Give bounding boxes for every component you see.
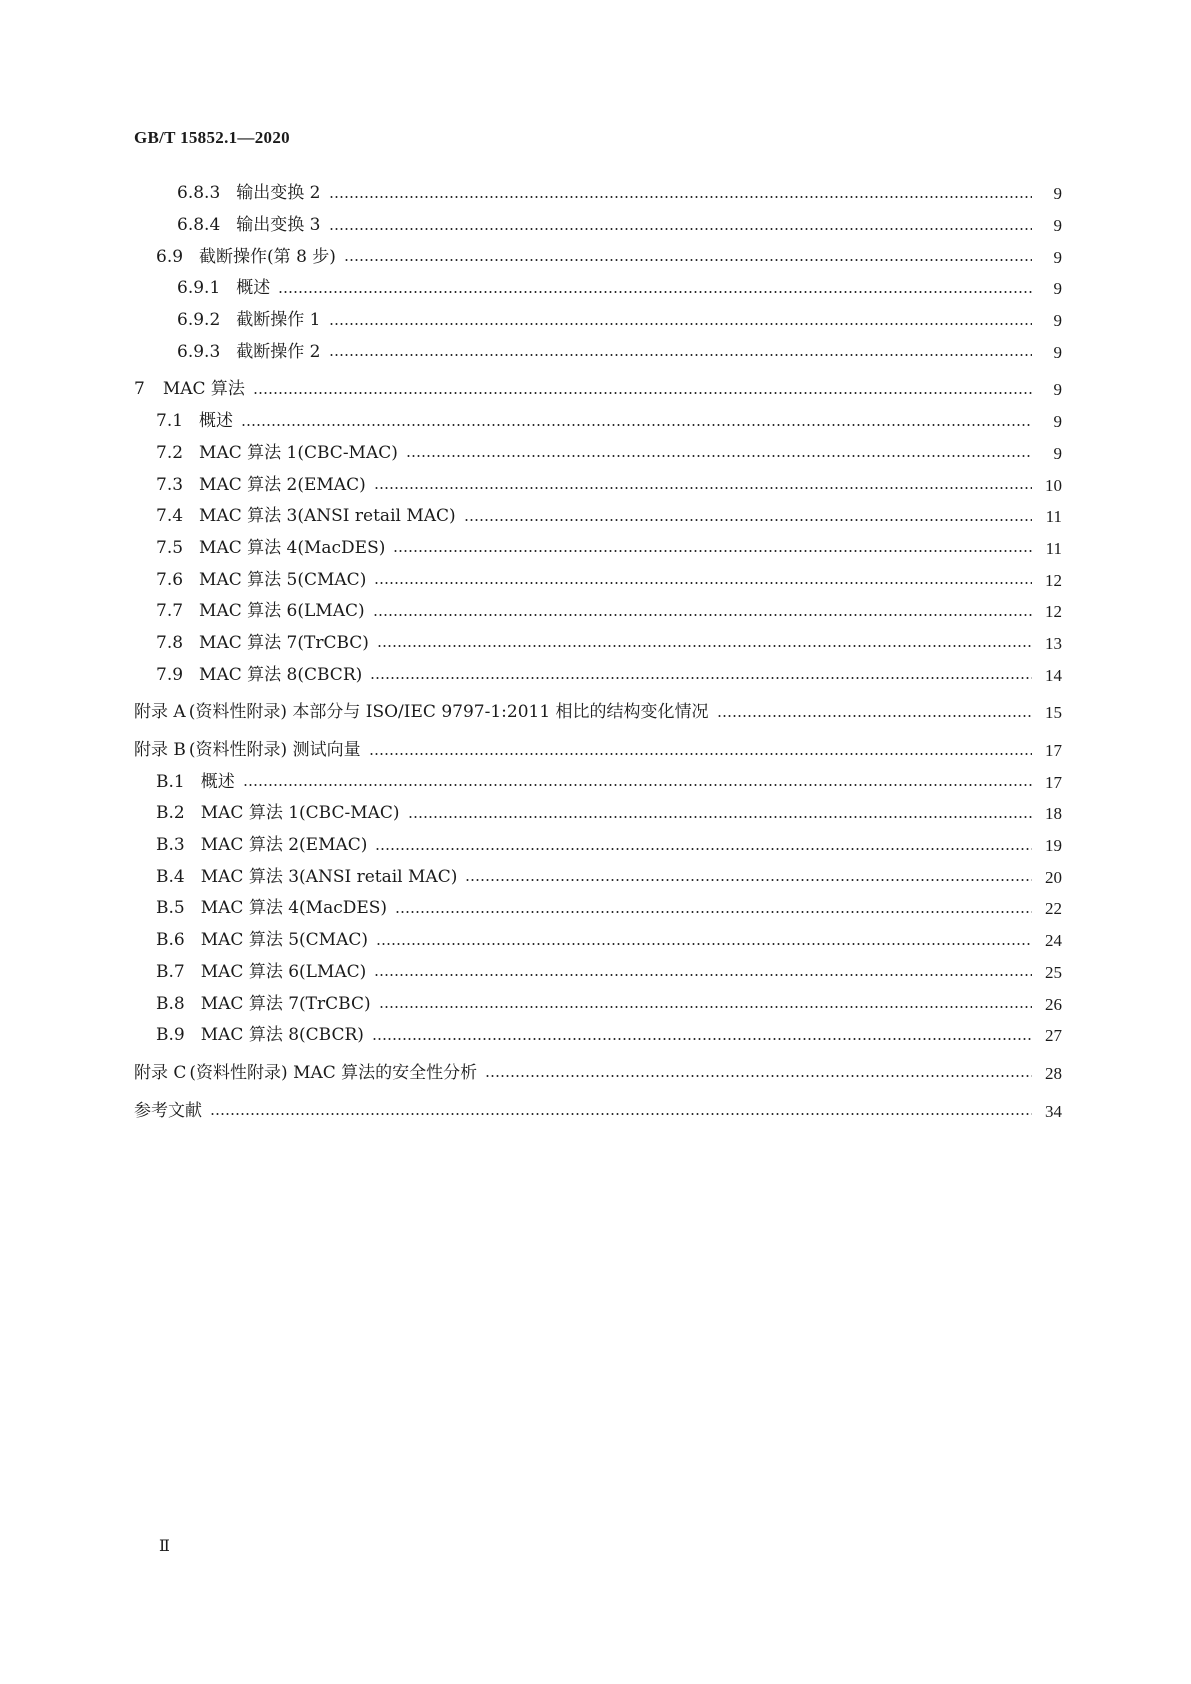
toc-entry-number: 7.3 — [156, 474, 184, 495]
dot-leader — [485, 1075, 1032, 1077]
toc-entry-title: MAC 算法 6(LMAC) — [199, 601, 365, 622]
toc-entry-page: 9 — [1053, 311, 1062, 331]
toc-entry[interactable] — [134, 893, 1062, 925]
toc-entry-title: MAC 算法 — [162, 379, 245, 400]
toc-entry-number: 7.4 — [156, 506, 184, 527]
toc-entry-title: (资料性附录) MAC 算法的安全性分析 — [189, 1062, 478, 1083]
toc-entry-number: 附录 C — [134, 1062, 187, 1083]
toc-entry[interactable] — [134, 735, 1062, 767]
toc-entry-page: 9 — [1053, 443, 1062, 463]
toc-entry[interactable] — [134, 1095, 1062, 1127]
toc-entry-number: B.6 — [156, 930, 185, 951]
toc-entry-page: 9 — [1053, 412, 1062, 432]
toc-entry-title: 输出变换 3 — [236, 215, 321, 236]
toc-entry-number: 7 — [134, 379, 145, 400]
toc-entry-title: 概述 — [236, 278, 271, 299]
toc-entry-number: 7.9 — [156, 664, 184, 685]
dot-leader — [465, 879, 1032, 881]
dot-leader — [329, 228, 1033, 230]
toc-entry-title: 概述 — [200, 771, 235, 792]
dot-leader — [344, 259, 1032, 261]
dot-leader — [408, 816, 1032, 818]
toc-entry-number: 7.1 — [156, 411, 184, 432]
toc-entry-title: MAC 算法 1(CBC-MAC) — [199, 442, 398, 463]
toc-entry-number: 附录 A — [134, 702, 186, 723]
toc-entry-title: 截断操作(第 8 步) — [199, 246, 336, 267]
toc-entry[interactable] — [134, 861, 1062, 893]
dot-leader — [464, 519, 1032, 521]
toc-entry-page: 26 — [1045, 994, 1062, 1014]
toc-entry[interactable] — [134, 305, 1062, 337]
toc-entry-number: 7.2 — [156, 442, 184, 463]
toc-entry-number: B.7 — [156, 961, 185, 982]
toc-entry[interactable] — [134, 925, 1062, 957]
toc-entry-page: 25 — [1045, 962, 1062, 982]
toc-entry-page: 24 — [1045, 931, 1062, 951]
dot-leader — [395, 911, 1032, 913]
toc-entry[interactable] — [134, 273, 1062, 305]
toc-entry-page: 12 — [1045, 570, 1062, 590]
toc-entry[interactable] — [134, 1058, 1062, 1090]
dot-leader — [374, 974, 1032, 976]
toc-entry-page: 9 — [1053, 342, 1062, 362]
toc-entry-page: 10 — [1045, 475, 1062, 495]
toc-entry-title: MAC 算法 4(MacDES) — [200, 898, 388, 919]
toc-entry-number: B.2 — [156, 803, 185, 824]
dot-leader — [393, 550, 1032, 552]
toc-entry-page: 12 — [1045, 602, 1062, 622]
toc-entry-page: 9 — [1053, 184, 1062, 204]
toc-entry[interactable] — [134, 830, 1062, 862]
dot-leader — [329, 354, 1033, 356]
toc-entry-title: MAC 算法 2(EMAC) — [199, 474, 366, 495]
toc-entry[interactable] — [134, 336, 1062, 368]
toc-entry[interactable] — [134, 1020, 1062, 1052]
toc-entry-number: 附录 B — [134, 740, 186, 761]
toc-entry-page: 9 — [1053, 380, 1062, 400]
toc-entry-number: 7.5 — [156, 537, 184, 558]
toc-entry-page: 15 — [1045, 703, 1062, 723]
toc-entry-title: 概述 — [199, 411, 234, 432]
toc-entry-page: 11 — [1045, 507, 1062, 527]
toc-entry-page: 19 — [1045, 836, 1062, 856]
toc-entry[interactable] — [134, 659, 1062, 691]
dot-leader — [243, 784, 1032, 786]
toc-entry-title: MAC 算法 6(LMAC) — [200, 961, 367, 982]
toc-entry-number: B.5 — [156, 898, 185, 919]
toc-entry[interactable] — [134, 469, 1062, 501]
toc-entry-page: 20 — [1045, 867, 1062, 887]
dot-leader — [241, 424, 1032, 426]
toc-entry-title: (资料性附录) 测试向量 — [188, 740, 361, 761]
dot-leader — [379, 1006, 1032, 1008]
toc-entry-title: MAC 算法 7(TrCBC) — [200, 993, 371, 1014]
toc-entry-page: 34 — [1045, 1101, 1062, 1121]
page-number: Ⅱ — [159, 1538, 170, 1555]
toc-entry-title: MAC 算法 4(MacDES) — [199, 537, 386, 558]
toc-entry[interactable] — [134, 406, 1062, 438]
dot-leader — [375, 848, 1032, 850]
toc-entry-number: 6.9.3 — [177, 341, 221, 362]
toc-entry-page: 17 — [1045, 772, 1062, 792]
toc-entry-number: B.1 — [156, 771, 185, 792]
toc-entry-page: 14 — [1045, 665, 1062, 685]
toc-entry-title: 截断操作 1 — [236, 310, 321, 331]
toc-entry-title: 截断操作 2 — [236, 341, 321, 362]
toc-entry-page: 28 — [1045, 1063, 1062, 1083]
dot-leader — [374, 582, 1032, 584]
toc-entry-title: MAC 算法 3(ANSI retail MAC) — [199, 506, 456, 527]
dot-leader — [329, 323, 1033, 325]
dot-leader — [376, 943, 1032, 945]
dot-leader — [253, 392, 1032, 394]
dot-leader — [374, 487, 1032, 489]
toc-entry-number: 6.9.2 — [177, 310, 221, 331]
toc-entry-number: B.4 — [156, 866, 185, 887]
toc-entry-page: 9 — [1053, 279, 1062, 299]
toc-entry[interactable] — [134, 501, 1062, 533]
dot-leader — [278, 291, 1032, 293]
toc-entry[interactable] — [134, 241, 1062, 273]
dot-leader — [369, 753, 1032, 755]
toc-entry-page: 17 — [1045, 741, 1062, 761]
toc-entry-number: B.3 — [156, 835, 185, 856]
toc-entry-title: 参考文献 — [134, 1100, 202, 1121]
toc-entry-number: 7.6 — [156, 569, 184, 590]
toc-entry-title: MAC 算法 3(ANSI retail MAC) — [200, 866, 458, 887]
toc-entry-page: 9 — [1053, 247, 1062, 267]
toc-entry-title: MAC 算法 7(TrCBC) — [199, 632, 369, 653]
table-of-contents — [134, 178, 1062, 1127]
toc-entry-title: 输出变换 2 — [236, 183, 321, 204]
dot-leader — [329, 196, 1033, 198]
toc-entry[interactable] — [134, 210, 1062, 242]
toc-entry-title: MAC 算法 8(CBCR) — [199, 664, 363, 685]
toc-entry-title: MAC 算法 1(CBC-MAC) — [200, 803, 400, 824]
toc-entry[interactable] — [134, 988, 1062, 1020]
toc-entry-page: 22 — [1045, 899, 1062, 919]
dot-leader — [406, 455, 1032, 457]
toc-entry-page: 13 — [1045, 633, 1062, 653]
dot-leader — [370, 677, 1032, 679]
toc-entry[interactable] — [134, 766, 1062, 798]
toc-entry-number: 6.8.4 — [177, 215, 221, 236]
toc-entry-title: (资料性附录) 本部分与 ISO/IEC 9797-1:2011 相比的结构变化情况 — [188, 702, 709, 723]
toc-entry[interactable] — [134, 596, 1062, 628]
toc-entry[interactable] — [134, 957, 1062, 989]
toc-entry-page: 11 — [1045, 538, 1062, 558]
toc-entry-page: 18 — [1045, 804, 1062, 824]
toc-entry-number: 7.7 — [156, 601, 184, 622]
toc-entry[interactable] — [134, 374, 1062, 406]
toc-entry-title: MAC 算法 2(EMAC) — [200, 835, 368, 856]
dot-leader — [372, 1038, 1032, 1040]
toc-entry-page: 9 — [1053, 216, 1062, 236]
toc-entry-number: 6.9.1 — [177, 278, 221, 299]
toc-entry-number: 6.8.3 — [177, 183, 221, 204]
toc-entry[interactable] — [134, 533, 1062, 565]
toc-entry-title: MAC 算法 5(CMAC) — [200, 930, 368, 951]
dot-leader — [210, 1113, 1032, 1115]
dot-leader — [373, 614, 1032, 616]
toc-entry-title: MAC 算法 5(CMAC) — [199, 569, 367, 590]
toc-entry[interactable] — [134, 178, 1062, 210]
dot-leader — [717, 715, 1032, 717]
dot-leader — [377, 645, 1032, 647]
toc-entry-number: 6.9 — [156, 246, 184, 267]
toc-entry[interactable] — [134, 798, 1062, 830]
toc-entry-page: 27 — [1045, 1026, 1062, 1046]
standard-code-header: GB/T 15852.1—2020 — [134, 128, 290, 147]
toc-entry[interactable] — [134, 628, 1062, 660]
toc-entry-title: MAC 算法 8(CBCR) — [200, 1025, 364, 1046]
toc-entry[interactable] — [134, 438, 1062, 470]
toc-entry-number: 7.8 — [156, 632, 184, 653]
toc-entry-number: B.9 — [156, 1025, 185, 1046]
toc-entry[interactable] — [134, 564, 1062, 596]
toc-entry[interactable] — [134, 697, 1062, 729]
toc-entry-number: B.8 — [156, 993, 185, 1014]
